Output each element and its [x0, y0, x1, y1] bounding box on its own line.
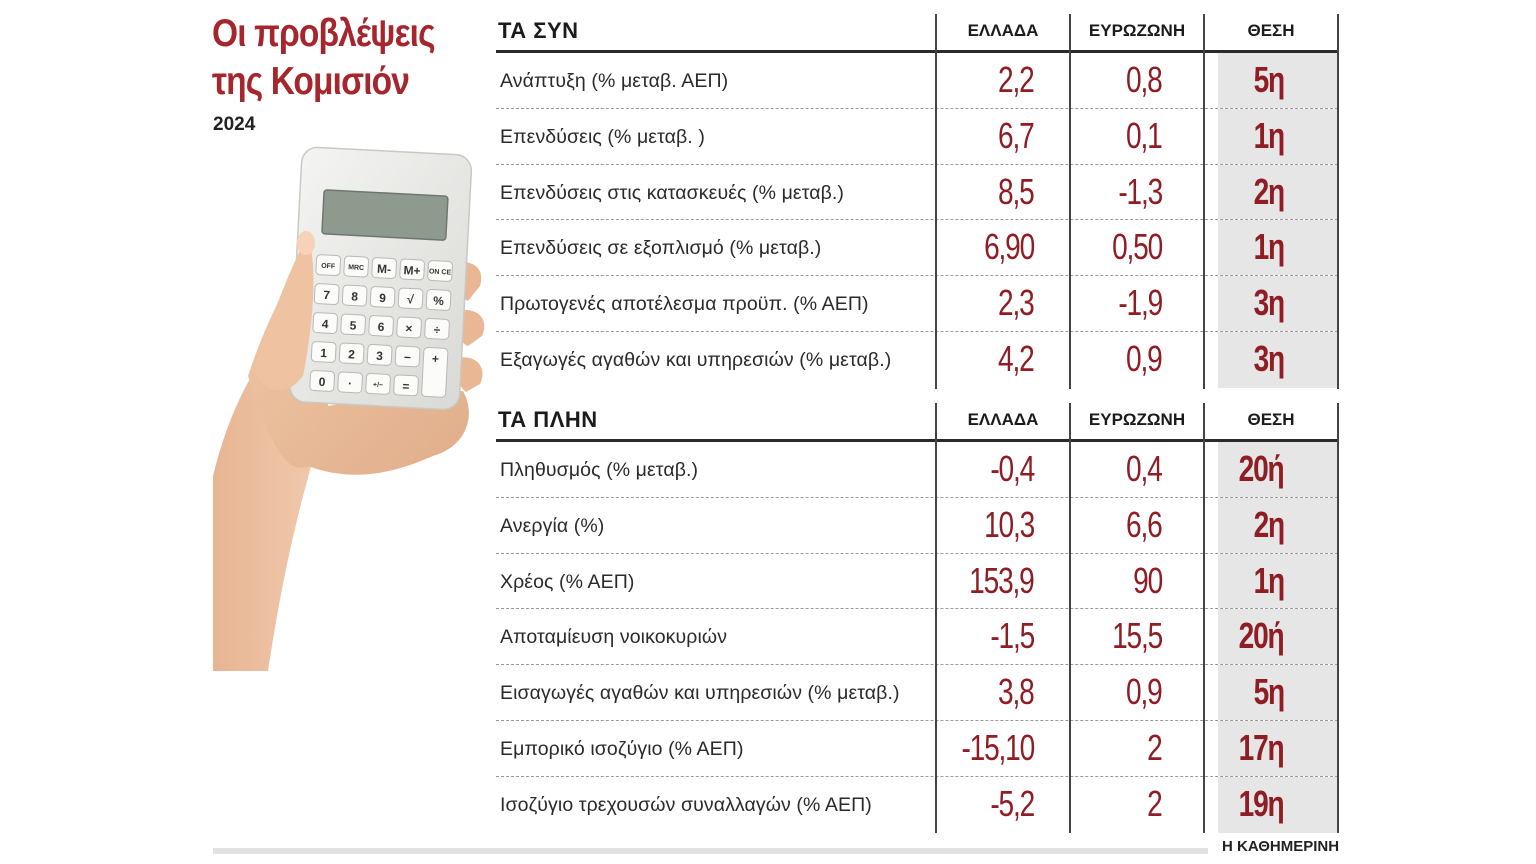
position-cell — [1218, 332, 1338, 388]
position-cell — [1218, 609, 1338, 664]
col-eurozone-header: ΕΥΡΩΖΩΝΗ — [1088, 21, 1186, 40]
indicator-label: Πληθυσμός (% μεταβ.) — [500, 459, 699, 481]
calculator-key-label: 2 — [347, 347, 356, 362]
calculator-key-label: 1 — [319, 345, 328, 361]
year-label: 2024 — [213, 114, 256, 135]
greece-value: -5,2 — [990, 782, 1034, 824]
greece-value: 2,2 — [998, 59, 1034, 100]
table-row — [496, 498, 1338, 554]
eurozone-value: 15,5 — [1112, 615, 1162, 657]
table-row — [496, 53, 1338, 109]
calculator-key-label: 9 — [378, 290, 387, 306]
section-cons-header — [496, 403, 1338, 442]
eurozone-value: 0,50 — [1112, 226, 1162, 268]
eurozone-value: 0,4 — [1126, 448, 1162, 489]
calculator-key-label: ÷ — [433, 322, 441, 338]
position-value: 17η — [1239, 726, 1284, 768]
table-row — [496, 721, 1338, 777]
position-cell — [1218, 554, 1338, 609]
position-cell — [1218, 442, 1338, 497]
hand-holding-calculator-icon — [208, 146, 493, 671]
calculator-key-label: 4 — [321, 316, 329, 332]
greece-value: 2,3 — [998, 282, 1034, 324]
eurozone-value: 6,6 — [1126, 503, 1162, 545]
eurozone-value: -1,3 — [1118, 170, 1162, 212]
table-row — [496, 332, 1338, 388]
calculator-key-label: OFF — [320, 262, 336, 271]
position-value: 5η — [1253, 671, 1284, 713]
position-cell — [1218, 165, 1338, 220]
position-value: 19η — [1239, 782, 1284, 824]
eurozone-value: 0,1 — [1126, 114, 1162, 156]
calculator-key-label: 0 — [318, 374, 326, 390]
greece-value: -15,10 — [961, 726, 1034, 768]
column-divider — [1203, 403, 1205, 833]
calculator-key-label: 6 — [377, 319, 385, 335]
indicator-label: Χρέος (% ΑΕΠ) — [500, 570, 635, 593]
calculator-key-label: 7 — [322, 287, 331, 303]
section-cons-title: ΤΑ ΠΛΗΝ — [498, 407, 598, 432]
table-row — [496, 109, 1338, 165]
table-row — [496, 442, 1338, 498]
table-row — [496, 276, 1338, 332]
calculator-key-label: √ — [406, 292, 415, 307]
calculator-key-label: +/− — [372, 381, 384, 390]
position-cell — [1218, 109, 1338, 164]
calculator-key-label: M+ — [403, 263, 421, 278]
eurozone-value: 0,9 — [1126, 337, 1162, 379]
column-divider — [1337, 403, 1339, 833]
position-cell — [1218, 665, 1338, 720]
eurozone-value: 0,8 — [1126, 59, 1162, 100]
calculator-key-label: ON CE — [428, 268, 452, 277]
indicator-label: Ανάπτυξη (% μεταβ. ΑΕΠ) — [500, 70, 729, 92]
calculator-key-label: % — [432, 293, 445, 309]
bottom-rule — [213, 848, 1208, 854]
position-value: 5η — [1253, 59, 1284, 100]
column-divider — [935, 403, 937, 833]
indicator-label: Εξαγωγές αγαθών και υπηρεσιών (% μεταβ.) — [500, 348, 892, 371]
position-cell — [1218, 220, 1338, 275]
column-divider — [935, 14, 937, 389]
indicator-label: Επενδύσεις (% μεταβ. ) — [500, 125, 705, 148]
column-divider — [1069, 14, 1071, 389]
indicator-label: Επενδύσεις σε εξοπλισμό (% μεταβ.) — [500, 237, 822, 260]
position-cell — [1218, 276, 1338, 331]
position-value: 3η — [1253, 337, 1284, 379]
calculator-key-label: × — [405, 321, 413, 336]
eurozone-value: -1,9 — [1118, 282, 1162, 324]
eurozone-value: 0,9 — [1126, 671, 1162, 713]
eurozone-value: 2 — [1147, 726, 1162, 768]
calculator-key-label: = — [402, 379, 410, 394]
col-greece-header: ΕΛΛΑΔΑ — [967, 21, 1039, 40]
col-position-header: ΘΕΣΗ — [1247, 21, 1295, 40]
column-divider — [1069, 403, 1071, 833]
position-cell — [1218, 53, 1338, 108]
position-value: 1η — [1253, 114, 1284, 156]
position-value: 1η — [1253, 559, 1284, 601]
eurozone-value: 2 — [1147, 782, 1162, 824]
indicator-label: Εμπορικό ισοζύγιο (% ΑΕΠ) — [500, 737, 744, 760]
page-title: Οι προβλέψεις της Κομισιόν — [212, 12, 435, 103]
eurozone-value: 90 — [1133, 559, 1162, 601]
calculator-key-label: M- — [376, 261, 392, 277]
table-row — [496, 220, 1338, 276]
col-greece-header: ΕΛΛΑΔΑ — [967, 410, 1039, 429]
indicator-label: Εισαγωγές αγαθών και υπηρεσιών (% μεταβ.) — [500, 682, 900, 705]
indicator-label: Αποταμίευση νοικοκυριών — [500, 626, 728, 649]
position-value: 2η — [1253, 503, 1284, 545]
greece-value: 153,9 — [969, 559, 1034, 601]
greece-value: -1,5 — [990, 615, 1034, 657]
position-cell — [1218, 498, 1338, 553]
column-divider — [1337, 14, 1339, 389]
greece-value: 6,90 — [984, 226, 1034, 268]
calculator-key-label: · — [347, 376, 353, 391]
greece-value: 8,5 — [998, 170, 1034, 212]
section-cons-table — [496, 403, 1338, 833]
calculator-key-label: 8 — [350, 289, 359, 304]
column-divider — [1203, 14, 1205, 389]
table-row — [496, 554, 1338, 610]
calculator-key-label: 5 — [349, 318, 357, 333]
section-pros-rows — [496, 53, 1338, 388]
calculator-key-label: MRC — [347, 264, 365, 273]
indicator-label: Επενδύσεις στις κατασκευές (% μεταβ.) — [500, 181, 845, 204]
calculator-key-label: − — [403, 350, 412, 365]
source-credit: Η ΚΑΘΗΜΕΡΙΝΗ — [1222, 838, 1340, 855]
indicator-label: Ανεργία (%) — [500, 514, 605, 537]
greece-value: 3,8 — [998, 671, 1034, 713]
greece-value: 10,3 — [984, 503, 1034, 545]
greece-value: 4,2 — [998, 337, 1034, 379]
position-value: 20ή — [1239, 615, 1284, 657]
section-pros-header — [496, 14, 1338, 53]
table-row — [496, 777, 1338, 833]
calculator-key-label: 3 — [375, 348, 384, 364]
position-value: 20ή — [1239, 448, 1284, 489]
position-value: 3η — [1253, 282, 1284, 324]
position-value: 2η — [1253, 170, 1284, 212]
table-row — [496, 609, 1338, 665]
position-value: 1η — [1253, 226, 1284, 268]
greece-value: 6,7 — [998, 114, 1034, 156]
greece-value: -0,4 — [990, 448, 1034, 489]
position-cell — [1218, 777, 1338, 833]
indicator-label: Ισοζύγιο τρεχουσών συναλλαγών (% ΑΕΠ) — [500, 793, 872, 816]
col-eurozone-header: ΕΥΡΩΖΩΝΗ — [1088, 410, 1186, 429]
calculator-key-label: + — [431, 351, 440, 367]
table-row — [496, 665, 1338, 721]
section-pros-table — [496, 14, 1338, 388]
table-row — [496, 165, 1338, 221]
col-position-header: ΘΕΣΗ — [1247, 410, 1295, 429]
indicator-label: Πρωτογενές αποτέλεσμα προϋπ. (% ΑΕΠ) — [500, 293, 869, 316]
section-cons-rows — [496, 442, 1338, 833]
position-cell — [1218, 721, 1338, 776]
section-pros-title: ΤΑ ΣΥΝ — [498, 18, 579, 43]
